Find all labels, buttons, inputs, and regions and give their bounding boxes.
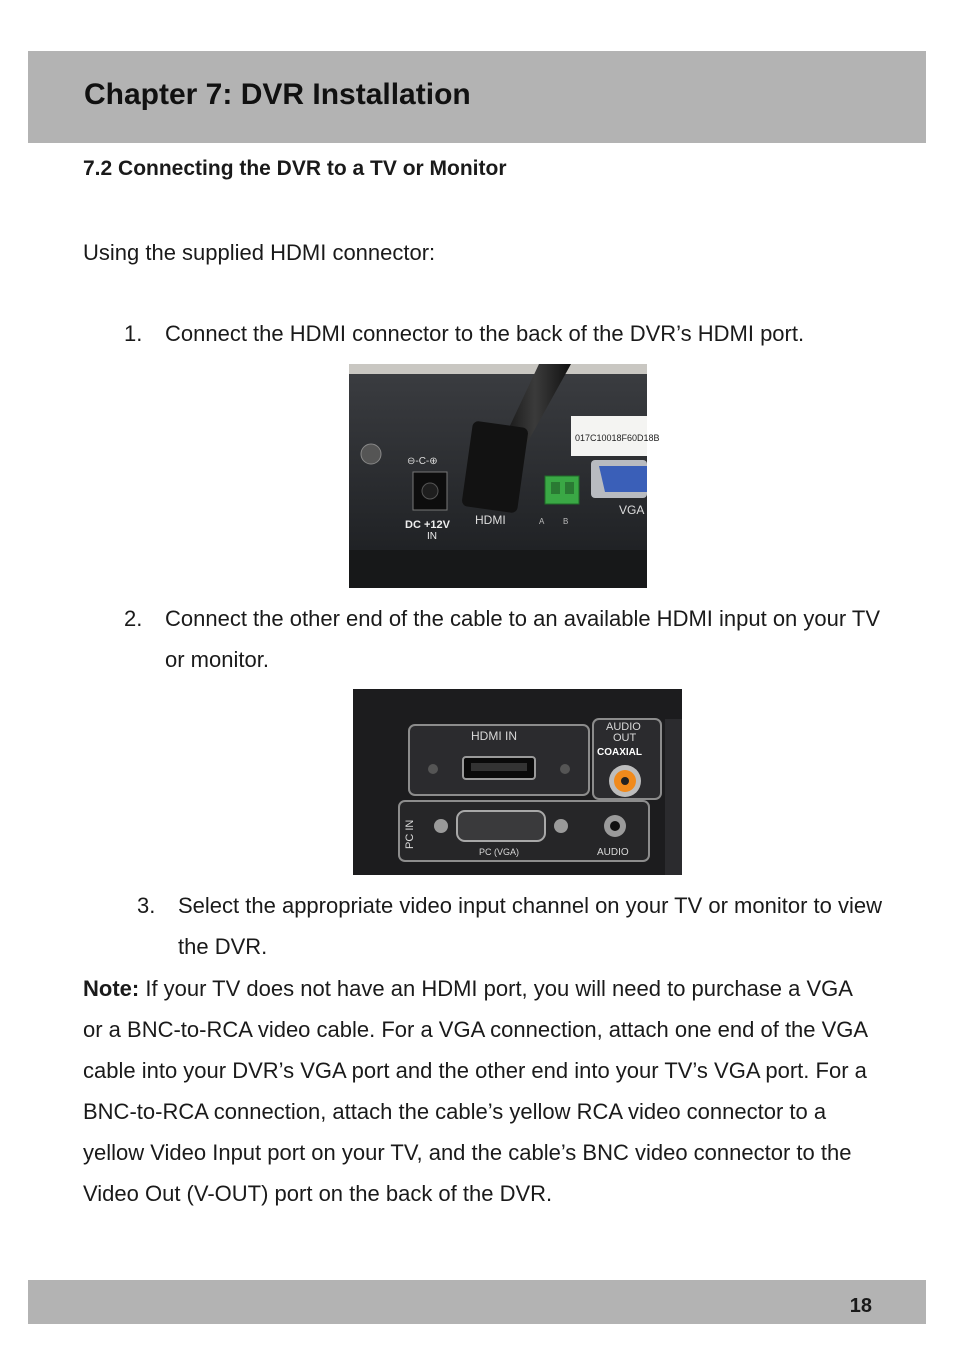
- note-paragraph: [83, 968, 873, 1214]
- intro-text: Using the supplied HDMI connector:: [83, 240, 436, 265]
- section-heading: 7.2 Connecting the DVR to a TV or Monitor: [83, 157, 507, 180]
- step-2: [124, 598, 885, 680]
- terminal-label-b: B: [563, 517, 569, 526]
- tv-input-panel-photo: [353, 689, 682, 875]
- dvr-rear-panel-photo: [349, 364, 660, 588]
- step-text: Select the appropriate video input channel on your TV or monitor to view the DVR.: [178, 893, 882, 959]
- step-number: 2.: [124, 606, 143, 631]
- step-text: Connect the HDMI connector to the back of the DVR’s HDMI port.: [165, 321, 805, 346]
- dc-in-label: IN: [427, 531, 437, 542]
- chapter-header-bar: [28, 51, 926, 143]
- tv-input-panel-illustration: [353, 689, 682, 875]
- audio-out-label-2: OUT: [613, 732, 637, 744]
- pc-vga-label: PC (VGA): [479, 847, 520, 857]
- hdmi-in-label: HDMI IN: [471, 729, 517, 743]
- step-number: 1.: [124, 321, 143, 346]
- footer-bar: [28, 1280, 926, 1324]
- pc-in-label: PC IN: [404, 819, 416, 849]
- coaxial-label: COAXIAL: [597, 747, 642, 758]
- dc-12v-label: DC +12V: [405, 519, 450, 531]
- terminal-label-a: A: [539, 517, 545, 526]
- note-text: If your TV does not have an HDMI port, you will need to purchase a VGA or a BNC-to-RCA video cable. For a VGA connection, attach one end of the VGA cable into your DVR’s VGA port and the other end into your TV’s VGA port. For a BNC-to-RCA connection, attach the cable’s yellow RCA video connector to a yellow Video Input port on your TV, and the cable’s BNC video connector to the Video Out (V-OUT) port on the back of the DVR.: [83, 976, 867, 1206]
- chapter-title: Chapter 7: DVR Installation: [84, 78, 471, 111]
- audio-out-label: AUDIO: [606, 721, 641, 733]
- audio-label: AUDIO: [597, 847, 629, 858]
- step-text: Connect the other end of the cable to an available HDMI input on your TV or monitor.: [165, 606, 881, 672]
- dvr-rear-panel-illustration: [349, 364, 660, 588]
- note-label: Note:: [83, 976, 140, 1001]
- vga-port-label: VGA: [619, 503, 645, 517]
- power-polarity-symbol: ⊖-C-⊕: [407, 456, 438, 467]
- page-number: 18: [849, 1295, 872, 1317]
- serial-number-label: 017C10018F60D18B: [575, 433, 660, 443]
- step-1: [124, 313, 885, 354]
- hdmi-port-label: HDMI: [475, 513, 506, 527]
- step-3: [137, 885, 898, 967]
- step-number: 3.: [137, 893, 156, 918]
